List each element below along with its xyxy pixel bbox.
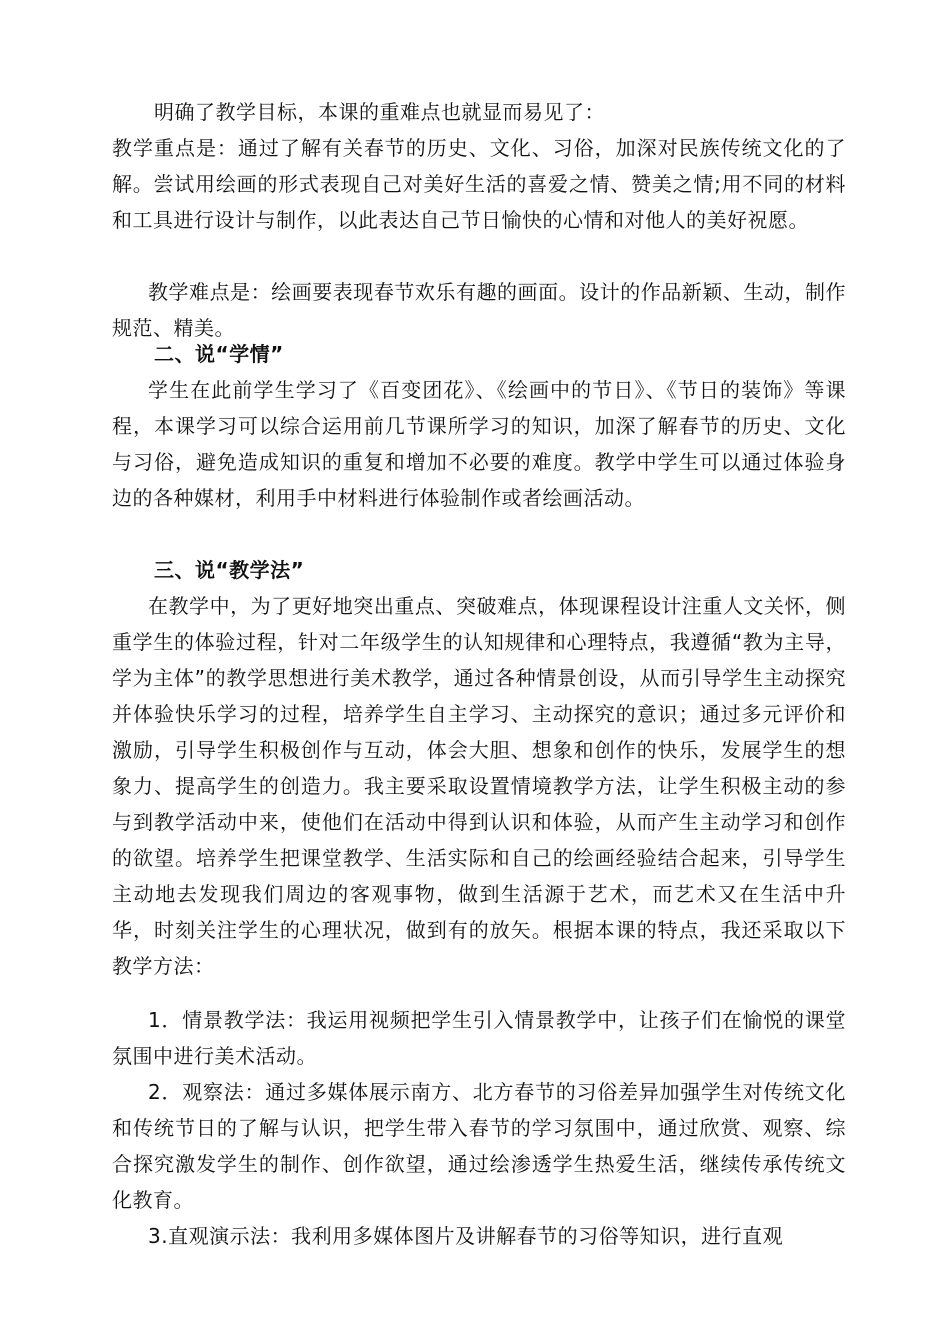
method-3-paragraph: 3.直观演示法：我利用多媒体图片及讲解春节的习俗等知识，进行直观 [148,1224,784,1248]
teaching-difficulty-paragraph: 教学难点是：绘画要表现春节欢乐有趣的画面。设计的作品新颖、生动，制作规范、精美。 [112,280,846,340]
teaching-methods-paragraph: 在教学中，为了更好地突出重点、突破难点，体现课程设计注重人文关怀，侧重学生的体验过程，针对二年级学生的认知规律和心理特点，我遵循“教为主导，学为主体”的教学思想进行美术教学，通过各种情景创设，从而引导学生主动探究并体验快乐学习的过程，培养学生自主学习、主动探究的意识；通过多元评价和激励，引导学生积极创作与互动，体会大胆、想象和创作的快乐，发展学生的想象力、提高学生的创造力。我主要采取设置情境教学方法，让学生积极主动的参与到教学活动中来，使他们在活动中得到认识和体验，从而产生主动学习和创作的欲望。培养学生把课堂教学、生活实际和自己的绘画经验结合起来，引导学生主动地去发现我们周边的客观事物，做到生活源于艺术，而艺术又在生活中升华，时刻关注学生的心理状况，做到有的放矢。根据本课的特点，我还采取以下教学方法： [112,594,846,978]
intro-paragraph: 明确了教学目标，本课的重难点也就显而易见了： [154,100,605,124]
section-heading-student-situation: 二、说“学情” [154,342,284,366]
method-2-paragraph: 2．观察法：通过多媒体展示南方、北方春节的习俗差异加强学生对传统文化和传统节日的了解与认识，把学生带入春节的学习氛围中，通过欣赏、观察、综合探究激发学生的制作、创作欲望，通过绘渗透学生热爱生活，继续传承传统文化教育。 [112,1080,846,1212]
section-heading-teaching-methods: 三、说“教学法” [154,558,305,582]
teaching-focus-paragraph: 教学重点是：通过了解有关春节的历史、文化、习俗，加深对民族传统文化的了解。尝试用绘画的形式表现自己对美好生活的喜爱之情、赞美之情;用不同的材料和工具进行设计与制作，以此表达自己节日愉快的心情和对他人的美好祝愿。 [112,136,846,232]
student-situation-paragraph: 学生在此前学生学习了《百变团花》、《绘画中的节日》、《节日的装饰》等课程，本课学习可以综合运用前几节课所学习的知识，加深了解春节的历史、文化与习俗，避免造成知识的重复和增加不必要的难度。教学中学生可以通过体验身边的各种媒材，利用手中材料进行体验制作或者绘画活动。 [112,378,846,510]
method-1-paragraph: 1．情景教学法：我运用视频把学生引入情景教学中，让孩子们在愉悦的课堂氛围中进行美术活动。 [112,1008,846,1068]
